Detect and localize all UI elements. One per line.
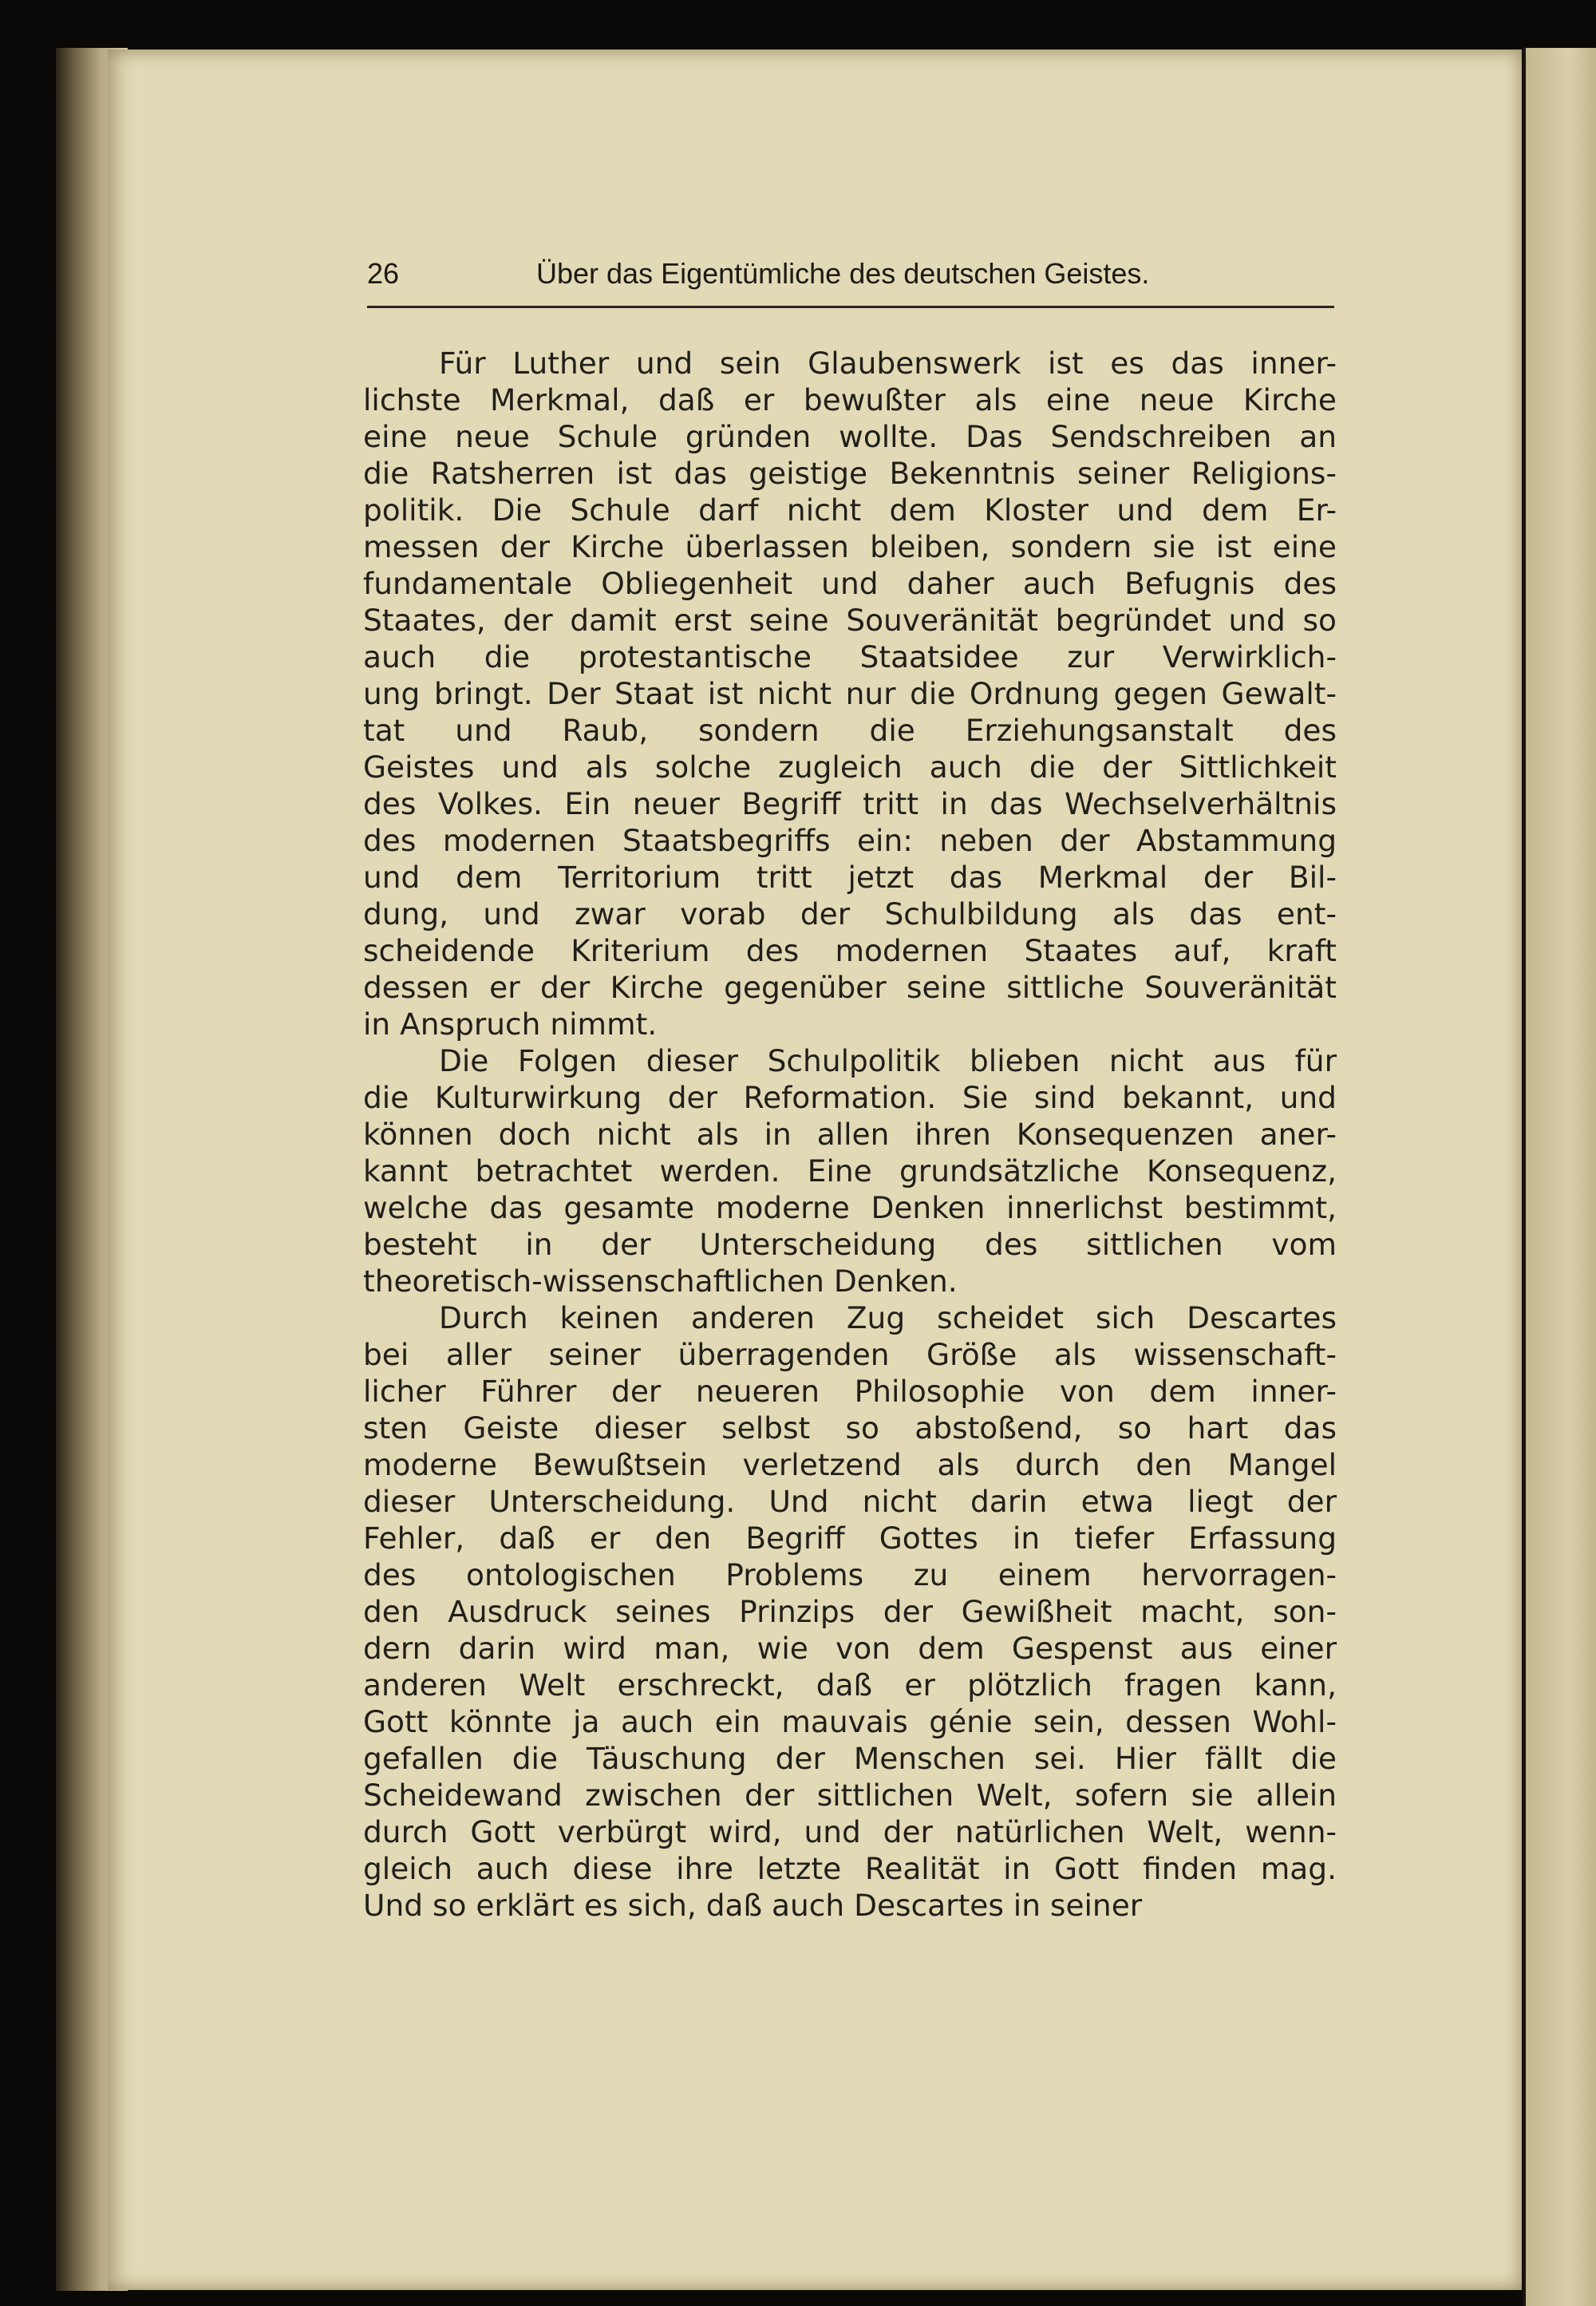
text-line: auch die protestantische Staatsidee zur Verwirklich- bbox=[363, 639, 1337, 674]
text-line: Staates, der damit erst seine Souveränität begründet und so bbox=[363, 603, 1337, 638]
text-line: Und so erklärt es sich, daß auch Descartes in seiner bbox=[363, 1888, 1143, 1923]
text-line: des modernen Staatsbegriffs ein: neben der Abstammung bbox=[363, 823, 1337, 858]
page-number: 26 bbox=[367, 257, 400, 290]
text-line: die Kulturwirkung der Reformation. Sie sind bekannt, und bbox=[363, 1080, 1337, 1115]
text-line: in Anspruch nimmt. bbox=[363, 1007, 658, 1042]
facing-page-edge bbox=[1523, 48, 1596, 2306]
text-line: können doch nicht als in allen ihren Konsequenzen aner- bbox=[363, 1117, 1337, 1152]
text-line: messen der Kirche überlassen bleiben, sondern sie ist eine bbox=[363, 529, 1337, 564]
text-line: scheidende Kriterium des modernen Staates auf, kraft bbox=[363, 933, 1337, 968]
text-line: und dem Territorium tritt jetzt das Merkmal der Bil- bbox=[363, 860, 1337, 895]
body-text bbox=[363, 345, 1337, 1924]
text-line: eine neue Schule gründen wollte. Das Sendschreiben an bbox=[363, 419, 1337, 454]
text-line: fundamentale Obliegenheit und daher auch Befugnis des bbox=[363, 566, 1337, 601]
text-line: tat und Raub, sondern die Erziehungsanstalt des bbox=[363, 713, 1337, 748]
header-rule bbox=[367, 306, 1334, 308]
text-line: dieser Unterscheidung. Und nicht darin etwa liegt der bbox=[363, 1484, 1337, 1519]
text-line: Fehler, daß er den Begriff Gottes in tiefer Erfassung bbox=[363, 1521, 1337, 1556]
text-line: gleich auch diese ihre letzte Realität in Gott finden mag. bbox=[363, 1851, 1337, 1886]
paragraph bbox=[363, 1042, 1337, 1299]
text-line: die Ratsherren ist das geistige Bekenntnis seiner Religions- bbox=[363, 456, 1337, 491]
text-line: sten Geiste dieser selbst so abstoßend, so hart das bbox=[363, 1410, 1337, 1446]
text-line: kannt betrachtet werden. Eine grundsätzliche Konsequenz, bbox=[363, 1153, 1337, 1189]
text-line: besteht in der Unterscheidung des sittlichen vom bbox=[363, 1227, 1337, 1262]
text-line: anderen Welt erschreckt, daß er plötzlich fragen kann, bbox=[363, 1667, 1337, 1703]
text-line: gefallen die Täuschung der Menschen sei. Hier fällt die bbox=[363, 1741, 1337, 1776]
running-title: Über das Eigentümliche des deutschen Geistes. bbox=[536, 257, 1150, 290]
paragraph bbox=[363, 345, 1337, 1042]
text-line: Die Folgen dieser Schulpolitik blieben nicht aus für bbox=[439, 1043, 1337, 1078]
text-line: dern darin wird man, wie von dem Gespenst aus einer bbox=[363, 1631, 1337, 1666]
text-line: Geistes und als solche zugleich auch die der Sittlichkeit bbox=[363, 750, 1337, 785]
text-line: moderne Bewußtsein verletzend als durch den Mangel bbox=[363, 1447, 1337, 1482]
text-line: theoretisch-wissenschaftlichen Denken. bbox=[363, 1264, 958, 1299]
text-line: welche das gesamte moderne Denken innerlichst bestimmt, bbox=[363, 1190, 1337, 1225]
text-line: durch Gott verbürgt wird, und der natürlichen Welt, wenn- bbox=[363, 1814, 1337, 1849]
text-line: dessen er der Kirche gegenüber seine sittliche Souveränität bbox=[363, 970, 1337, 1005]
text-line: politik. Die Schule darf nicht dem Kloster und dem Er- bbox=[363, 492, 1337, 528]
text-line: Für Luther und sein Glaubenswerk ist es das inner- bbox=[439, 346, 1337, 381]
text-line: dung, und zwar vorab der Schulbildung als das ent- bbox=[363, 896, 1337, 931]
text-line: Scheidewand zwischen der sittlichen Welt, sofern sie allein bbox=[363, 1778, 1337, 1813]
text-line: den Ausdruck seines Prinzips der Gewißheit macht, son- bbox=[363, 1594, 1337, 1629]
text-line: bei aller seiner überragenden Größe als wissenschaft- bbox=[363, 1337, 1337, 1372]
text-line: licher Führer der neueren Philosophie von dem inner- bbox=[363, 1374, 1337, 1409]
running-header bbox=[367, 257, 1334, 305]
text-line: Durch keinen anderen Zug scheidet sich Descartes bbox=[439, 1300, 1337, 1335]
paragraph bbox=[363, 1299, 1337, 1924]
text-line: des Volkes. Ein neuer Begriff tritt in das Wechselverhältnis bbox=[363, 786, 1337, 821]
text-line: lichste Merkmal, daß er bewußter als eine neue Kirche bbox=[363, 382, 1337, 417]
text-line: ung bringt. Der Staat ist nicht nur die Ordnung gegen Gewalt- bbox=[363, 676, 1337, 711]
text-line: des ontologischen Problems zu einem hervorragen- bbox=[363, 1557, 1337, 1592]
text-line: Gott könnte ja auch ein mauvais génie sein, dessen Wohl- bbox=[363, 1704, 1337, 1739]
